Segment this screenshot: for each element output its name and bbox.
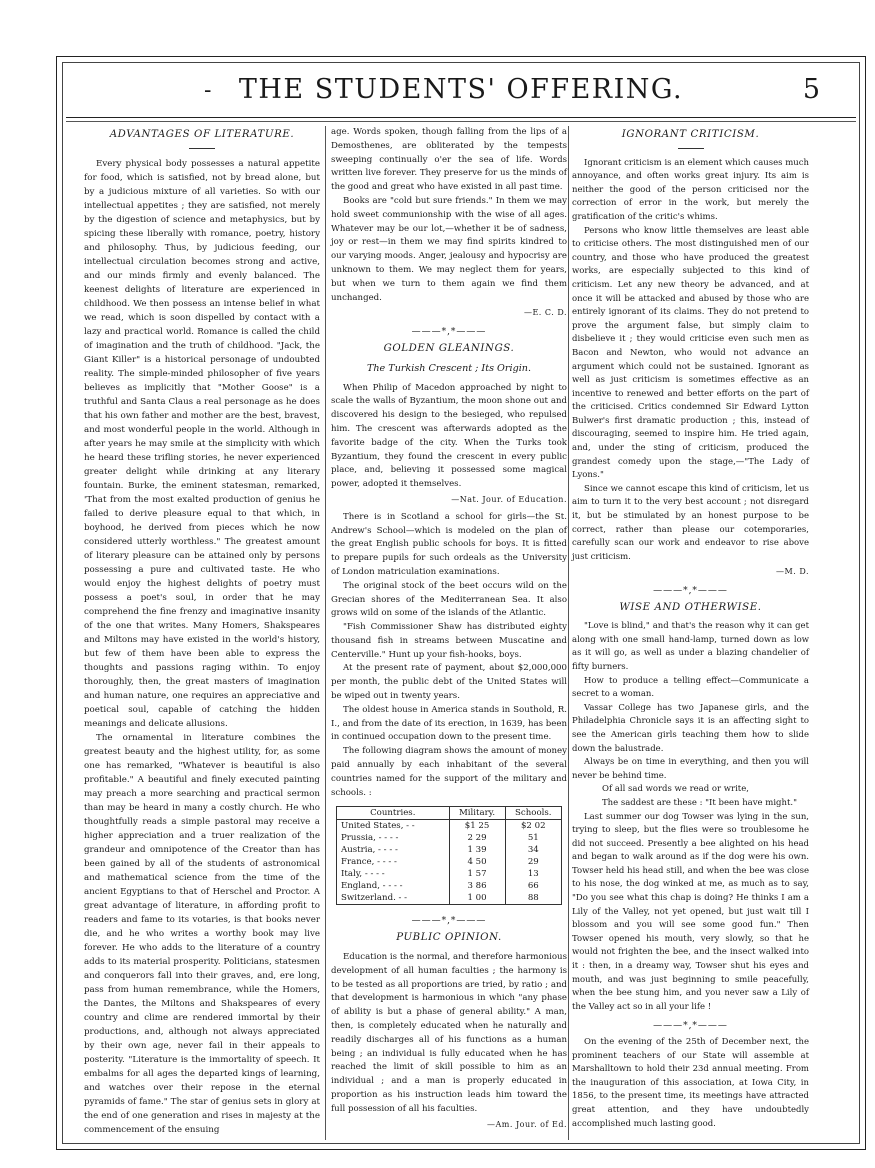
table-cell: 51 (505, 832, 561, 844)
paragraph: At the present rate of payment, about $2,000,000 per month, the public debt of the United States will be wiped out in twenty years. (331, 663, 567, 702)
paragraph: When Philip of Macedon approached by night to scale the walls of Byzantium, the moon shone out and discovered his design to the besieged, who repulsed him. The crescent was afterwards adopted as the favorite badge of the city. When the Turks took Byzantium, they found the crescent in every public place, and, believing it possessed some magical power, adopted it themselves. (331, 382, 567, 490)
table-row (337, 892, 562, 905)
column-middle (331, 126, 567, 1135)
poem-line: Of all sad words we read or write, (602, 784, 749, 795)
table-cell: 13 (505, 868, 561, 880)
page-header (64, 70, 858, 116)
table-cell: 29 (505, 856, 561, 868)
paragraph: How to produce a telling effect—Communicate a secret to a woman. (572, 675, 809, 700)
table-cell: 1 39 (449, 844, 505, 856)
paragraph: The ornamental in literature combines the greatest beauty and the highest utility, for, as some one has remarked, "Whatever is beautiful is also profitable." A beautiful and finely executed painting may preach a more searching and practical sermon than may be heard in many a costly church. He who thoughtfully reads a simple pastoral may receive a higher appreciation and a truer realization of the grandeur and omnipotence of the Creator than has been gained by all of the students of astronomical and mathematical science from the time of the ancient Egyptians to that of Herschel and Proctor. A great advantage of literature, in affording profit to readers and fame to its votaries, is that books never die, and he who writes a worthy book may live forever. He who adds to the literature of a country adds to its material prosperity. Politicians, statesmen and conquerors fall into their graves, and, ere long, pass from human remembrance, while the Homers, the Dantes, the Miltons and Shakspeares of every country and clime are rendered immortal by their productions, and, although not always appreciated by their own age, never fail in their appeals to posterity. "Literature is the immortality of speech. It embalms for all ages the departed kings of learning, and watches over their repose in the eternal pyramids of fame." The star of genius sets in glory at the end of one generation and rises in majesty at the commencement of the ensuing (84, 733, 320, 1135)
heading-separator (189, 148, 215, 149)
table-row (337, 880, 562, 892)
source-credit: —Am. Jour. of Ed. (487, 1119, 567, 1129)
table-cell: 4 50 (449, 856, 505, 868)
column-right (572, 126, 809, 1131)
article-heading-public-opinion: PUBLIC OPINION. (396, 932, 502, 944)
heading-separator (678, 148, 704, 149)
article-heading-wise-and-otherwise: WISE AND OTHERWISE. (619, 601, 762, 613)
paragraph: There is in Scotland a school for girls—the St. Andrew's School—which is modeled on the plan of the great English public schools for boys. It is fitted to prepare pupils for such ordeals as the University of London matriculation examinations. (331, 511, 567, 577)
table-cell: $2 02 (505, 820, 561, 833)
article-heading-ignorant-criticism: IGNORANT CRITICISM. (621, 129, 760, 140)
article-subheading: The Turkish Crescent ; Its Origin. (366, 362, 532, 374)
paragraph: Persons who know little themselves are least able to criticise others. The most distinguished men of our country, and those who have produced the greatest works, are especially subjected to this kind of criticism. Let any new theory be advanced, and at once it will be attacked and abused by those who are entirely ignorant of its claims. They do not pretend to prove the argument false, but simply claim to disbelieve it ; they would criticise even such men as Bacon and Newton, who would not advance an argument which could not be sustained. Ignorant as well as just criticism is sometimes effective as an incentive to renewed and better efforts on the part of the criticised. Critics condemned Sir Edward Lytton Bulwer's first dramatic production ; this, instead of discouraging, seemed to inspire him. He tried again, and, under the sting of criticism, produced the grandest comedy upon the stage,—"The Lady of Lyons." (572, 225, 809, 481)
table-cell: England, - - - - (337, 880, 450, 892)
signature: —E. C. D. (523, 308, 567, 318)
paragraph: The following diagram shows the amount of money paid annually by each inhabitant of the several countries named for the support of the military and schools. : (331, 746, 567, 798)
table-cell: Switzerland. - - (337, 892, 450, 905)
table-cell: Austria, - - - - (337, 844, 450, 856)
table-row (337, 820, 562, 833)
table-cell: 88 (505, 892, 561, 905)
table-header: Schools. (505, 807, 561, 820)
table-row (337, 832, 562, 844)
table-cell: 1 00 (449, 892, 505, 905)
section-star-divider: ———*,*——— (411, 327, 487, 338)
paragraph: The original stock of the beet occurs wild on the Grecian shores of the Mediterranean Sea. It also grows wild on some of the islands of the Atlantic. (331, 580, 567, 619)
paragraph: Ignorant criticism is an element which causes much annoyance, and often works great injury. Its aim is neither the good of the person criticised nor the correction of error in the work, but merely the gratification of the critic's whims. (572, 157, 809, 222)
table-header: Countries. (337, 807, 450, 820)
header-rule (66, 117, 856, 118)
table-cell: Prussia, - - - - (337, 832, 450, 844)
table-cell: United States, - - (337, 820, 450, 833)
poem-line: The saddest are these : "It been have might." (602, 797, 798, 808)
paragraph: Last summer our dog Towser was lying in the sun, trying to sleep, but the flies were so troublesome he did not succeed. Presently a bee alighted on his head and began to walk around as if the dog were his own. Towser held his head still, and when the bee was close to his nose, the dog winked at me, as much as to say, "Do you see what this chap is doing? He thinks I am a Lily of the Valley, not yet opened, but just wait till I blossom and you will see some good fun." Then Towser opened his mouth, very slowly, so that he would not frighten the bee, and the insect walked into it : then, in a dreamy way, Towser shut his eyes and mouth, and was just beginning to smile peacefully, when the bee stung him, and you never saw a Lily of the Valley act so in all your life ! (572, 811, 809, 1012)
paragraph: Always be on time in everything, and then you will never be behind time. (572, 757, 809, 781)
column-divider-1 (325, 126, 326, 1140)
section-star-divider: ———*,*——— (411, 916, 487, 927)
newspaper-title: THE STUDENTS' OFFERING. (238, 74, 684, 105)
section-star-divider: ———*,*——— (653, 1021, 728, 1032)
article-heading-literature: ADVANTAGES OF LITERATURE. (109, 129, 295, 140)
table-cell: 2 29 (449, 832, 505, 844)
paragraph: Education is the normal, and therefore harmonious development of all human faculties ; the harmony is to be tested as all proportions are tried, by ratio ; and that development is harmonious in which "any phase of ability is but a phase of general ability." A man, then, is completely educated when he naturally and readily discharges all of his functions as a human being ; an individual is fully educated when he has reached the limit of skill possible to him as an individual ; and a man is properly educated in proportion as his instruction leads him toward the full possession of all his faculties. (331, 952, 567, 1114)
paragraph: age. Words spoken, though falling from the lips of a Demosthenes, are obliterated by the tempests sweeping continually o'er the sea of life. Words written live forever. They preserve for us the minds of the good and great who have existed in all past time. (331, 127, 567, 193)
article-heading-golden-gleanings: GOLDEN GLEANINGS. (383, 342, 515, 354)
table-row (337, 844, 562, 856)
column-left (84, 126, 320, 1137)
paragraph: "Fish Commissioner Shaw has distributed eighty thousand fish in streams between Muscatine and Centerville." Hunt up your fish-hooks, boys. (331, 622, 567, 660)
paragraph: Since we cannot escape this kind of criticism, let us aim to turn it to the very best account ; not disregard it, but be stimulated by an honest purpose to be correct, rather than please our cotemporaries, carefully scan our work and endeavor to rise above just criticism. (572, 483, 809, 562)
page-number: 5 (802, 74, 820, 105)
paragraph: On the evening of the 25th of December next, the prominent teachers of our State will assemble at Marshalltown to hold their 23d annual meeting. From the inauguration of this association, at Iowa City, in 1856, to the present time, its meetings have attracted great attention, and they have undoubtedly accomplished much lasting good. (572, 1037, 809, 1129)
table-cell: 3 86 (449, 880, 505, 892)
paragraph: Books are "cold but sure friends." In them we may hold sweet communionship with the wise of all ages. Whatever may be our lot,—whether it be of sadness, joy or rest—in them we may find spirits kindred to our varying moods. Anger, jealousy and hypocrisy are unknown to them. We may neglect them for years, but when we turn to them again we find them unchanged. (331, 195, 567, 303)
table-cell: 34 (505, 844, 561, 856)
table-cell: 1 57 (449, 868, 505, 880)
paragraph: The oldest house in America stands in Southold, R. I., and from the date of its erection, in 1639, has been in continued occupation down to the present time. (331, 704, 567, 743)
table-cell: $1 25 (449, 820, 505, 833)
section-star-divider: ———*,*——— (653, 586, 728, 596)
header-dash: - (204, 78, 212, 103)
table-row (337, 868, 562, 880)
table-header: Military. (449, 807, 505, 820)
column-divider-2 (568, 126, 569, 1140)
table-cell: Italy, - - - - (337, 868, 450, 880)
table-row (337, 856, 562, 868)
signature: —M. D. (776, 567, 809, 577)
paragraph: Vassar College has two Japanese girls, and the Philadelphia Chronicle says it is an affecting sight to see the American girls teaching them how to slide down the balustrade. (572, 702, 809, 754)
table-cell: 66 (505, 880, 561, 892)
paragraph: "Love is blind," and that's the reason why it can get along with one small hand-lamp, turned down as low as it will go, as well as under a blazing chandelier of fifty burners. (572, 621, 809, 672)
paragraph: Every physical body possesses a natural appetite for food, which is satisfied, not by bread alone, but by a judicious mixture of all varieties. So with our intellectual appetites ; they are satisfied, not merely by the digestion of science and metaphysics, but by spicing these liberally with romance, poetry, history and philosophy. Thus, by judicious feeding, our intellectual circulation becomes strong and active, and our minds firmly and evenly balanced. The keenest delights of literature are experienced in childhood. We then possess an intense belief in what we read, which is soon dispelled by contact with a lazy and practical world. Romance is called the child of imagination and the truth of childhood. "Jack, the Giant Killer" is a historical personage of undoubted reality. The simple-minded philosopher of five years believes as implicitly that "Mother Goose" is a truthful and Santa Claus a real personage as he does that his own father and mother are the best, bravest, and most wonderful people in the world. Although in after years he may smile at the simplicity with which he heard these trifling stories, he never experienced greater delight while drinking at any literary fountain. Burke, the eminent statesman, remarked, 'That from the most exalted production of genius he failed to derive pleasure equal to that which, in boyhood, he derived from pieces which he now considered utterly worthless." The greatest amount of literary pleasure can be attained only by persons possessing a pure and cultivated taste. He who would enjoy the highest delights of poetry must possess a poet's soul, in order that he may comprehend the fine frenzy and imaginative insanity of the one that writes. Many Homers, Shakspeares and Miltons may have existed in the world's history, but few of them have been able to express the thoughts and passions raging within. To enjoy thoroughly, then, the great masters of imagination and human nature, one requires an appreciative and poetical soul, capable of catching the hidden meanings and delicate allusions. (84, 159, 320, 729)
military-schools-table (336, 806, 562, 905)
source-credit: —Nat. Jour. of Education. (451, 494, 567, 504)
header-rule-thin (66, 121, 856, 122)
table-cell: France, - - - - (337, 856, 450, 868)
